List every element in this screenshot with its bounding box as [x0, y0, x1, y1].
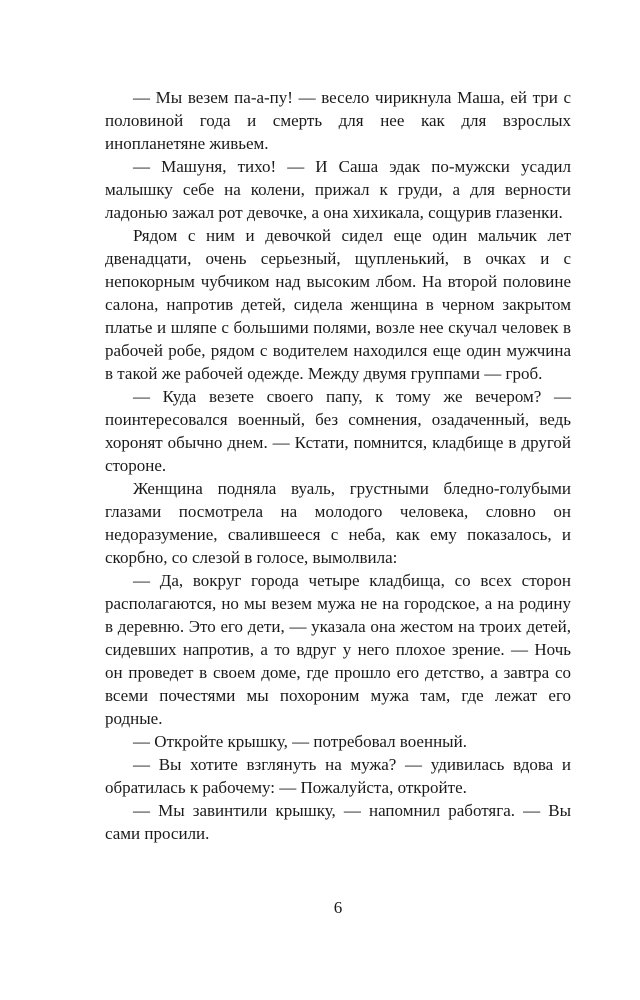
paragraph: — Мы завинтили крышку, — напомнил работяга. — Вы сами просили. [105, 801, 571, 843]
page-number: 6 [333, 898, 343, 917]
paragraph: — Мы везем па-а-пу! — весело чирикнула Маша, ей три с половиной года и смерть для нее как для взрослых инопланетяне живьем. [105, 88, 571, 153]
paragraph: — Куда везете своего папу, к тому же вечером? — поинтересовался военный, без сомнения, озадаченный, ведь хоронят обычно днем. — Кстати, помнится, кладбище в другой стороне. [105, 387, 571, 475]
paragraph: — Да, вокруг города четыре кладбища, со всех сторон располагаются, но мы везем мужа не на городское, а на родину в деревню. Это его дети, — указала она жестом на троих детей, сидевших напротив, а то вдруг у него плохое зрение. — Ночь он проведет в своем доме, где прошло его детство, а завтра со всеми почестями мы похороним мужа там, где лежат его родные. [105, 571, 571, 728]
paragraph: Рядом с ним и девочкой сидел еще один мальчик лет двенадцати, очень серьезный, щупленький, в очках и с непокорным чубчиком над высоким лбом. На второй половине салона, напротив детей, сидела женщина в черном закрытом платье и шляпе с большими полями, возле нее скучал человек в рабочей робе, рядом с водителем находился еще один мужчина в такой же рабочей одежде. Между двумя группами — гроб. [105, 226, 571, 383]
paragraph: — Вы хотите взглянуть на мужа? — удивилась вдова и обратилась к рабочему: — Пожалуйста, откройте. [105, 755, 571, 797]
paragraph: — Откройте крышку, — потребовал военный. [133, 732, 467, 751]
paragraph: — Машуня, тихо! — И Саша эдак по-мужски усадил малышку себе на колени, прижал к груди, а для верности ладонью зажал рот девочке, а она хихикала, сощурив глазенки. [105, 157, 571, 222]
paragraph: Женщина подняла вуаль, грустными бледно-голубыми глазами посмотрела на молодого человека, словно он недоразумение, свалившееся с неба, как ему показалось, и скорбно, со слезой в голосе, вымолвила: [105, 479, 571, 567]
text-block [105, 86, 571, 845]
